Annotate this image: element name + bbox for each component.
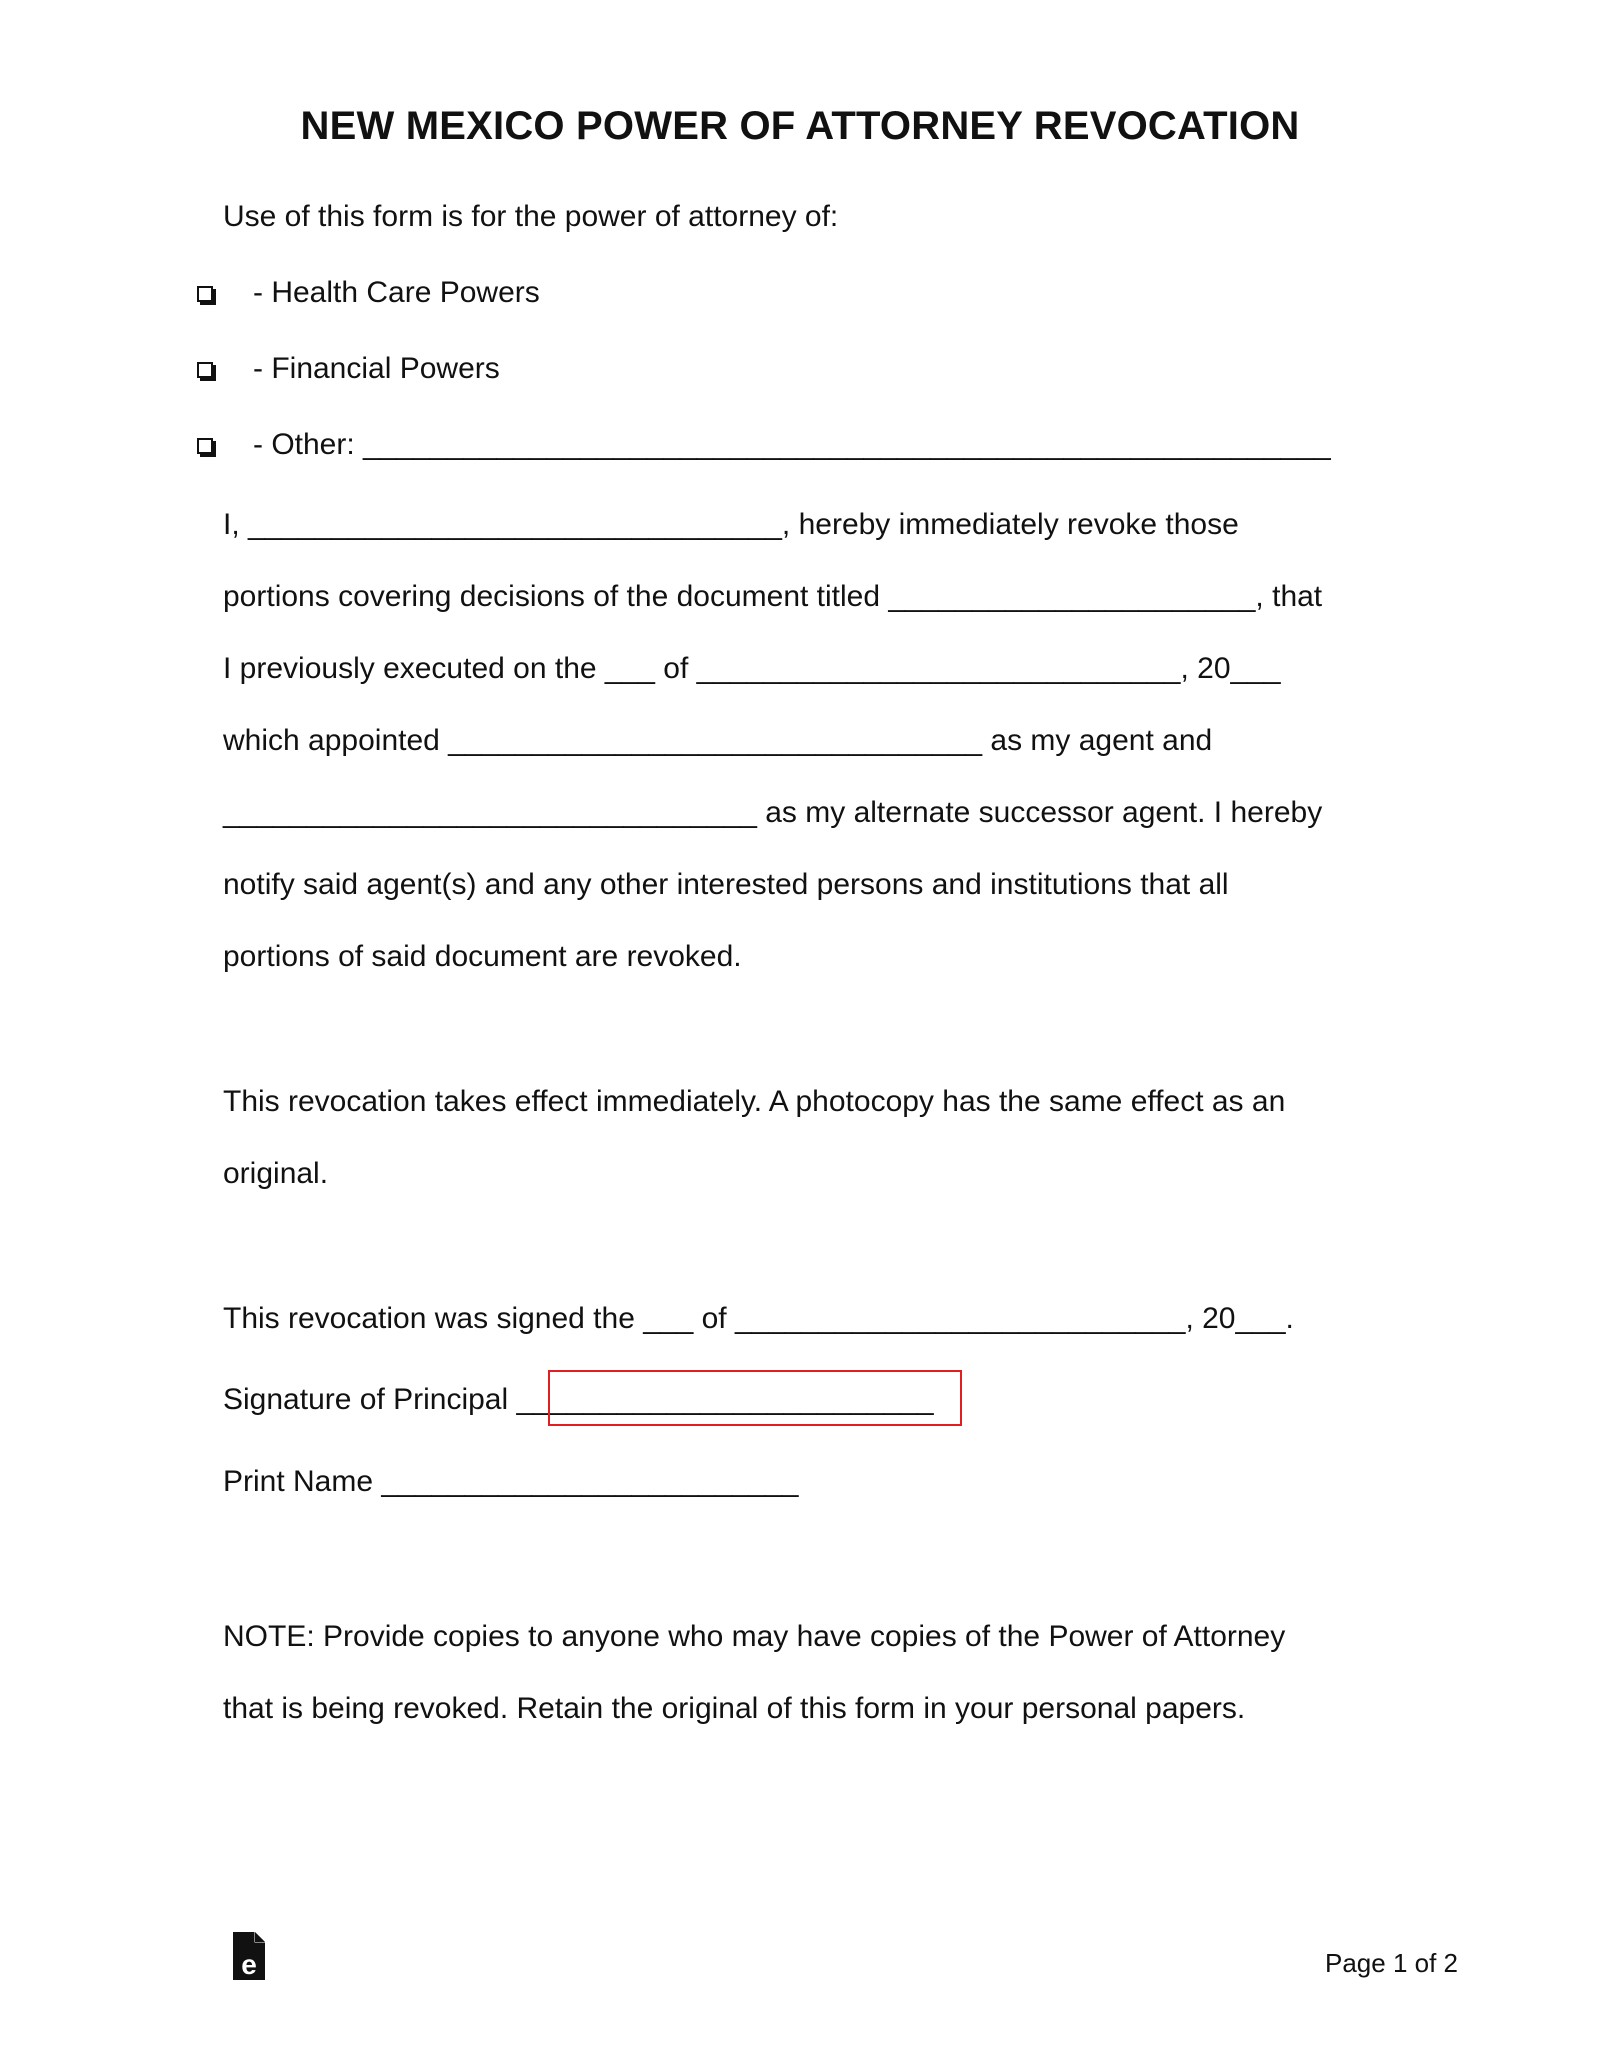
checkbox-icon[interactable] [197, 438, 213, 454]
eforms-document-icon [231, 1930, 267, 1982]
body-line: which appointed ________________________________ as my agent and [223, 724, 1213, 757]
body-line: portions covering decisions of the document titled ______________________, that [223, 580, 1323, 613]
checkbox-icon[interactable] [197, 286, 213, 302]
body-line: I, ________________________________, hereby immediately revoke those [223, 508, 1239, 541]
option-label: - Other: __________________________________________________________ [253, 428, 1331, 461]
option-health-care[interactable] [197, 276, 540, 310]
option-label: - Financial Powers [253, 352, 500, 385]
body-line: notify said agent(s) and any other interested persons and institutions that all [223, 868, 1229, 901]
option-other[interactable] [197, 428, 1331, 462]
checkbox-icon[interactable] [197, 362, 213, 378]
option-label: - Health Care Powers [253, 276, 540, 309]
signature-line: Signature of Principal _________________________ [223, 1383, 934, 1416]
document-title: NEW MEXICO POWER OF ATTORNEY REVOCATION [300, 104, 1300, 148]
body-line: portions of said document are revoked. [223, 940, 742, 973]
option-financial[interactable] [197, 352, 500, 386]
body-line: ________________________________ as my alternate successor agent. I hereby [223, 796, 1323, 829]
note-line: that is being revoked. Retain the original of this form in your personal papers. [223, 1692, 1246, 1725]
signed-date-line: This revocation was signed the ___ of ___________________________, 20___. [223, 1302, 1294, 1335]
body-line: I previously executed on the ___ of _____________________________, 20___ [223, 652, 1281, 685]
svg-text:e: e [241, 1949, 257, 1980]
note-line: NOTE: Provide copies to anyone who may have copies of the Power of Attorney [223, 1620, 1286, 1653]
print-name-line: Print Name _________________________ [223, 1465, 799, 1498]
effect-line: original. [223, 1157, 329, 1190]
page-number: Page 1 of 2 [1325, 1948, 1458, 1978]
signature-field[interactable] [548, 1370, 962, 1426]
effect-line: This revocation takes effect immediately. A photocopy has the same effect as an [223, 1085, 1286, 1118]
intro-text: Use of this form is for the power of attorney of: [223, 200, 839, 233]
